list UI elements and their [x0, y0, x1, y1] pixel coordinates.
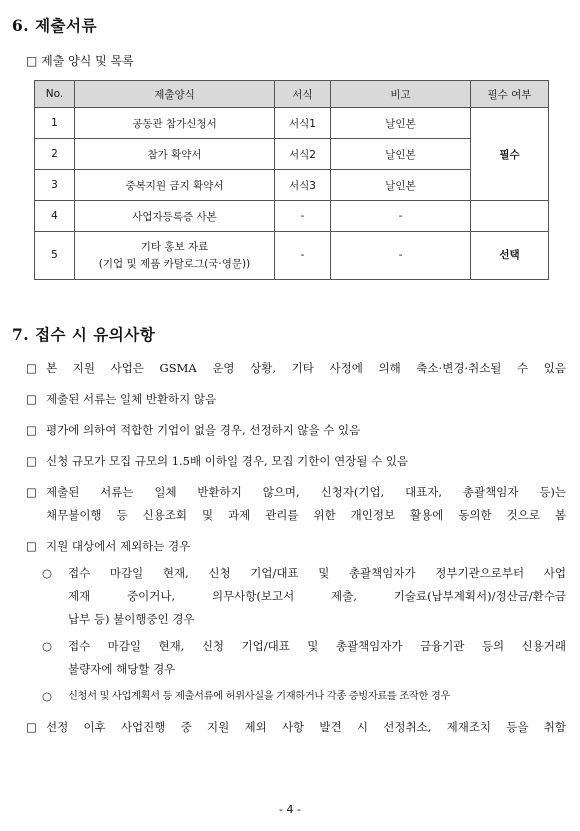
cell-form: 참가 확약서	[75, 139, 275, 170]
subitem-text-line1: 접수 마감일 현재, 신청 기업/대표 및 총괄책임자가 정부기관으로부터 사업	[68, 566, 566, 580]
subitem-text-line2: 제재 중이거나, 의무사항(보고서 제출, 기술료(납부계획서)/정산금/환수금	[68, 589, 566, 603]
subitem-text-line1: 접수 마감일 현재, 신청 기업/대표 및 총괄책임자가 금융기관 등의 신용거래	[68, 639, 566, 653]
checkbox-bullet-icon: □	[26, 539, 37, 553]
notice-text: 지원 대상에서 제외하는 경우	[46, 539, 191, 553]
checkbox-bullet-icon: □	[26, 392, 37, 406]
cell-format: -	[275, 232, 331, 280]
table-row	[35, 201, 549, 232]
notice-item	[26, 357, 566, 380]
notice-text: 본 지원 사업은 GSMA 운영 상황, 기타 사정에 의해 축소·변경·취소될 수 있음	[46, 361, 566, 375]
notice-item	[26, 481, 566, 527]
section-7-title: 7. 접수 시 유의사항	[12, 325, 156, 344]
cell-note: 날인본	[331, 170, 471, 201]
checkbox-bullet-icon: □	[26, 454, 37, 468]
notice-item	[26, 419, 566, 442]
notice-list	[26, 357, 566, 747]
cell-form: 공동관 참가신청서	[75, 108, 275, 139]
subitem-text-line2: 불량자에 해당할 경우	[68, 662, 176, 676]
cell-required-empty	[471, 201, 549, 232]
checkbox-bullet-icon: □	[26, 361, 37, 375]
cell-no: 5	[35, 232, 75, 280]
table-row	[35, 108, 549, 139]
notice-item	[26, 450, 566, 473]
cell-form: 중복지원 금지 확약서	[75, 170, 275, 201]
notice-text: 제출된 서류는 일체 반환하지 않음	[46, 392, 217, 406]
checkbox-bullet-icon: □	[26, 423, 37, 437]
submission-forms-table	[34, 80, 549, 280]
cell-no: 2	[35, 139, 75, 170]
notice-text: 신청 규모가 모집 규모의 1.5배 이하일 경우, 모집 기한이 연장될 수 있음	[46, 454, 409, 468]
cell-format: 서식3	[275, 170, 331, 201]
cell-form-line2: (기업 및 제품 카탈로그(국·영문))	[98, 257, 251, 270]
header-no: No.	[35, 81, 75, 108]
cell-no: 4	[35, 201, 75, 232]
header-note: 비고	[331, 81, 471, 108]
subitem-text-line3: 납부 등) 불이행중인 경우	[68, 612, 195, 626]
checkbox-bullet-icon: □	[26, 485, 37, 499]
notice-text-line1: 제출된 서류는 일체 반환하지 않으며, 신청자(기업, 대표자, 총괄책임자 등)는	[46, 485, 566, 499]
table-header-row	[35, 81, 549, 108]
header-format: 서식	[275, 81, 331, 108]
header-required: 필수 여부	[471, 81, 549, 108]
circle-bullet-icon: ○	[42, 689, 53, 703]
notice-item	[26, 388, 566, 411]
table-row	[35, 232, 549, 280]
cell-optional: 선택	[471, 232, 549, 280]
cell-form: 사업자등록증 사본	[75, 201, 275, 232]
notice-item	[26, 716, 566, 739]
circle-bullet-icon: ○	[42, 566, 53, 580]
notice-text: 평가에 의하여 적합한 기업이 없을 경우, 선정하지 않을 수 있음	[46, 423, 361, 437]
cell-note: -	[331, 232, 471, 280]
cell-note: 날인본	[331, 139, 471, 170]
circle-bullet-icon: ○	[42, 639, 53, 653]
cell-form-line1: 기타 홍보 자료	[140, 240, 209, 253]
exclusion-subitem	[26, 635, 566, 681]
notice-text-line2: 채무불이행 등 신용조회 및 과제 관리를 위한 개인정보 활용에 동의한 것으로 봄	[46, 508, 566, 522]
cell-format: -	[275, 201, 331, 232]
cell-no: 1	[35, 108, 75, 139]
notice-text: 선정 이후 사업진행 중 지원 제외 사항 발견 시 선정취소, 제재조치 등을 취함	[46, 720, 566, 734]
exclusion-subitem	[26, 685, 566, 708]
cell-note: -	[331, 201, 471, 232]
cell-note: 날인본	[331, 108, 471, 139]
checkbox-bullet-icon: □	[26, 720, 37, 734]
exclusion-subitem	[26, 562, 566, 631]
page-number: - 4 -	[279, 803, 301, 816]
cell-required: 필수	[471, 108, 549, 201]
cell-no: 3	[35, 170, 75, 201]
section-6-title: 6. 제출서류	[12, 16, 97, 35]
cell-format: 서식1	[275, 108, 331, 139]
cell-format: 서식2	[275, 139, 331, 170]
form-list-subtitle: □ 제출 양식 및 목록	[26, 54, 134, 68]
header-form: 제출양식	[75, 81, 275, 108]
cell-form	[75, 232, 275, 280]
notice-item	[26, 535, 566, 558]
subitem-text: 신청서 및 사업계획서 등 제출서류에 허위사실을 기재하거나 각종 증빙자료를 조작한 경우	[68, 690, 450, 702]
